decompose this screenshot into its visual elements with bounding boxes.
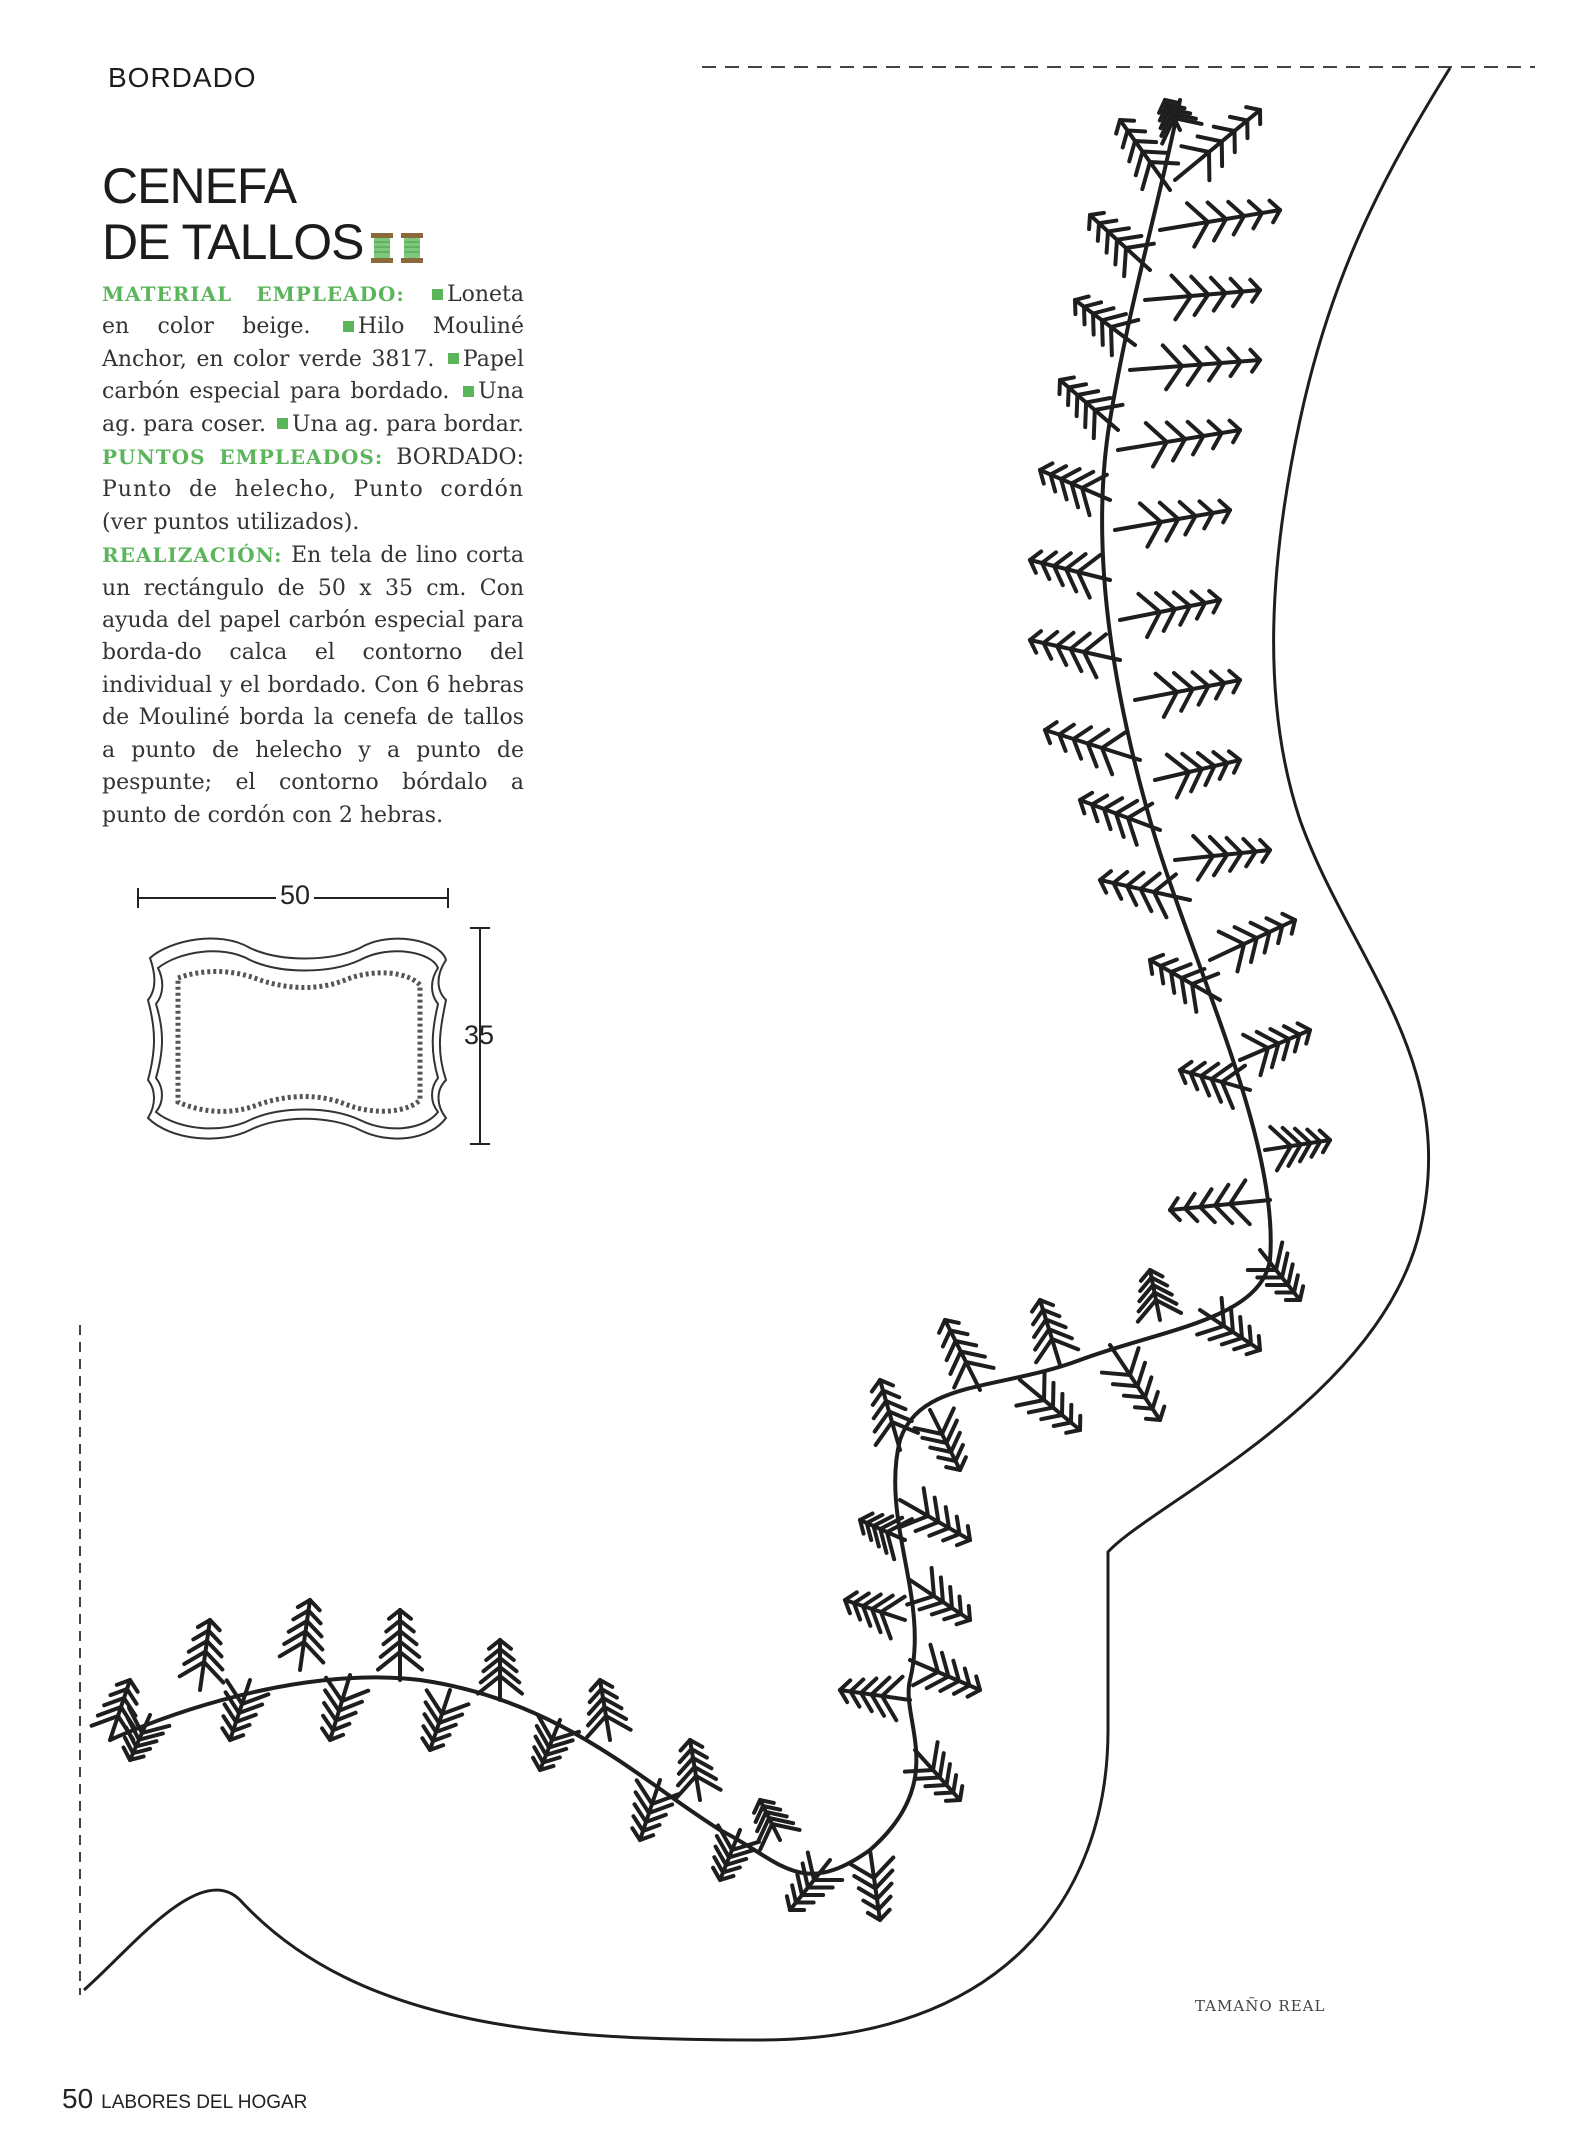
fern-barb xyxy=(1243,839,1255,852)
fern-barb xyxy=(1116,120,1120,134)
fern-barb xyxy=(1074,727,1092,739)
stitches-note: (ver puntos utilizados). xyxy=(102,509,360,535)
fern-barb xyxy=(1146,1419,1160,1420)
fern-barb xyxy=(1150,960,1152,974)
fern-barb xyxy=(591,1680,600,1690)
fern-barb xyxy=(1089,215,1090,229)
fern-barb xyxy=(1130,1348,1139,1375)
fern-barb xyxy=(944,1614,961,1619)
fern-barb xyxy=(1150,162,1178,164)
fern-barb xyxy=(939,1320,945,1333)
fern-barb xyxy=(1251,923,1270,932)
fern-barb xyxy=(1084,302,1101,306)
fern-barb xyxy=(1057,633,1073,646)
fern-barb xyxy=(1116,801,1137,814)
fern-barb xyxy=(1191,277,1208,295)
fern-barb xyxy=(957,1540,970,1545)
fern-barb xyxy=(879,1897,891,1910)
fern-barb xyxy=(1032,1300,1040,1312)
contour-outline xyxy=(84,68,1450,2040)
fern-barb xyxy=(954,1686,970,1694)
stitches-names: Punto de helecho, Punto cordón xyxy=(102,477,524,503)
fern-barb xyxy=(1270,1127,1291,1146)
fern-barb xyxy=(1111,327,1112,355)
fern-barb xyxy=(1320,1130,1330,1140)
fern-barb xyxy=(1090,213,1104,215)
magazine-name: LABORES DEL HOGAR xyxy=(101,2092,308,2113)
fern-barb xyxy=(1200,1207,1215,1222)
fern-barb xyxy=(1136,152,1143,176)
fern-barb xyxy=(1114,872,1128,883)
fern-barb xyxy=(1180,1062,1191,1070)
fern-barb xyxy=(1210,837,1227,855)
fern-barb xyxy=(851,1679,864,1691)
fern-barb xyxy=(1146,423,1167,442)
fern-barb xyxy=(1138,1363,1145,1386)
fern-barb xyxy=(1231,1307,1233,1332)
fern-barb xyxy=(1108,228,1129,231)
fern-barb xyxy=(1129,141,1135,161)
fern-barb xyxy=(1060,377,1074,380)
fern-barb xyxy=(946,1800,960,1801)
fern-barb xyxy=(1040,463,1052,470)
fern-barb xyxy=(1227,838,1242,853)
fern-barb xyxy=(1030,631,1041,640)
fern-barb xyxy=(953,1775,956,1792)
fern-barb xyxy=(1300,1286,1303,1300)
fern-barb xyxy=(1167,422,1185,439)
fern-barb xyxy=(940,1753,944,1777)
material-item: Hilo Mouliné Anchor, en color verde 3817. xyxy=(102,314,524,372)
fern-barb xyxy=(500,1676,522,1694)
fern-barb xyxy=(222,1728,230,1740)
fern-barb xyxy=(1288,1264,1293,1285)
fern-barb xyxy=(1120,120,1134,121)
fern-barb xyxy=(1016,1400,1044,1406)
fern-barb xyxy=(1219,932,1244,944)
fern-barb xyxy=(1044,632,1058,643)
fern-barb xyxy=(1094,410,1095,438)
fern-barb xyxy=(1195,295,1209,316)
fern-barb xyxy=(1249,1326,1251,1344)
fern-barb xyxy=(905,1770,933,1772)
fern-barb xyxy=(1102,1373,1130,1375)
fern-barb xyxy=(968,1690,980,1697)
fern-barb xyxy=(1042,552,1056,563)
fern-barb xyxy=(920,1602,943,1609)
fern-barb xyxy=(1045,722,1057,730)
fern-barb xyxy=(1117,236,1141,240)
fern-barb xyxy=(1270,1029,1289,1039)
fern-barb xyxy=(386,1621,400,1632)
fern-barb xyxy=(951,1433,960,1452)
placemat-diagram xyxy=(148,939,446,1139)
fern-barb xyxy=(1150,955,1163,960)
fern-barb xyxy=(808,1853,814,1880)
fern-barb xyxy=(1104,798,1122,809)
fern-barb xyxy=(1127,873,1143,886)
fern-barb xyxy=(713,1868,720,1880)
fern-barb xyxy=(1077,391,1098,395)
fern-barb xyxy=(1088,730,1108,744)
fern-barb xyxy=(943,1331,950,1347)
fern-barb xyxy=(1145,1377,1151,1397)
fern-barb xyxy=(915,1778,940,1779)
fern-barb xyxy=(1249,201,1262,213)
fern-barb xyxy=(950,1587,952,1608)
fern-barb xyxy=(1123,131,1128,148)
fern-barb xyxy=(1126,244,1154,248)
fern-barb xyxy=(1054,553,1071,566)
fern-barb xyxy=(1066,1430,1080,1433)
fern-barb xyxy=(1282,914,1295,920)
fern-barb xyxy=(1068,388,1069,406)
fern-barb xyxy=(1282,1253,1287,1277)
width-dimension-label: 50 xyxy=(276,880,314,911)
fern-barb xyxy=(1235,927,1257,938)
fern-barb xyxy=(873,1391,883,1405)
fern-barb xyxy=(1041,1415,1062,1419)
fern-barb xyxy=(840,1680,850,1690)
fern-barb xyxy=(210,1620,220,1630)
fern-barb xyxy=(960,1457,966,1470)
fern-barb xyxy=(1093,308,1113,313)
fern-barb xyxy=(1215,1206,1232,1224)
fern-barb xyxy=(1231,279,1243,292)
fern-barb xyxy=(1229,751,1240,760)
fern-barb xyxy=(1135,1407,1153,1409)
fern-barb xyxy=(1030,551,1041,560)
fern-barb xyxy=(1084,307,1085,325)
fern-barb xyxy=(1185,1209,1197,1222)
fern-barb xyxy=(1054,1423,1071,1427)
material-item: Una ag. para bordar. xyxy=(291,411,524,437)
fern-barb xyxy=(1294,1275,1298,1292)
fern-barb xyxy=(1214,127,1235,131)
fern-barb xyxy=(1100,871,1111,880)
fern-barb xyxy=(1298,1023,1310,1030)
fern-barb xyxy=(1086,398,1110,403)
fern-barb xyxy=(1166,366,1182,389)
fern-barb xyxy=(956,1445,963,1461)
fern-barb xyxy=(533,1758,540,1770)
fern-barb xyxy=(1200,501,1213,513)
fern-barb xyxy=(1161,960,1177,966)
fern-barb xyxy=(1115,240,1117,265)
fern-barb xyxy=(1207,348,1221,363)
fern-barb xyxy=(1260,840,1270,850)
material-label: MATERIAL EMPLEADO: xyxy=(102,282,405,306)
fern-barb xyxy=(1071,634,1090,649)
fern-barb xyxy=(1276,1243,1282,1270)
fern-barb xyxy=(1093,314,1094,335)
fern-barb xyxy=(1161,966,1164,983)
fern-barb xyxy=(1153,1392,1158,1409)
material-item: Papel carbón especial para bordado. xyxy=(102,346,524,405)
fern-barb xyxy=(932,1608,952,1614)
fern-barb xyxy=(718,1825,732,1850)
fern-barb xyxy=(1107,232,1108,253)
fern-barb xyxy=(880,1910,890,1920)
scale-note: TAMAÑO REAL xyxy=(1195,1997,1326,2015)
fern-barb xyxy=(1124,1396,1145,1398)
fern-barb xyxy=(787,1896,790,1910)
fern-barb xyxy=(1113,1384,1138,1386)
stitches-label: PUNTOS EMPLEADOS: xyxy=(102,445,384,470)
fern-barb xyxy=(1211,672,1224,683)
fern-barb xyxy=(1124,248,1126,276)
fern-barb xyxy=(1102,320,1103,345)
fern-barb xyxy=(632,1828,640,1840)
fern-barb xyxy=(1246,107,1260,110)
fern-barb xyxy=(916,1522,939,1531)
fern-barb xyxy=(1033,1310,1043,1325)
height-dimension-label: 35 xyxy=(464,1020,495,1050)
fern-barb xyxy=(1077,395,1078,416)
fern-barb xyxy=(943,1534,959,1540)
fern-barb xyxy=(1228,349,1240,362)
fern-barb xyxy=(969,1606,970,1620)
fern-barb xyxy=(1192,592,1205,603)
fern-barb xyxy=(1174,592,1190,606)
fern-barb xyxy=(1192,672,1208,686)
fern-barb xyxy=(1211,278,1226,293)
fern-barb xyxy=(1029,1408,1053,1413)
title-line-2-text: DE TALLOS xyxy=(102,214,364,270)
fern-barb xyxy=(1222,1338,1242,1344)
fern-barb xyxy=(959,1596,961,1614)
fern-barb xyxy=(1209,421,1222,433)
fern-barb xyxy=(1051,466,1067,474)
fern-barb xyxy=(947,1764,950,1785)
fern-barb xyxy=(1191,1063,1205,1073)
fern-barb xyxy=(1095,405,1123,410)
fern-barb xyxy=(400,1621,414,1632)
fern-barb xyxy=(1156,674,1177,692)
fern-barb xyxy=(1069,384,1086,387)
fern-barb xyxy=(478,1676,500,1694)
fern-barb xyxy=(1219,501,1230,510)
fern-barb xyxy=(1230,1180,1245,1204)
fern-barb xyxy=(932,1568,934,1596)
fern-barb xyxy=(950,1352,960,1374)
fern-barb xyxy=(1156,593,1175,609)
section-label: BORDADO xyxy=(108,62,257,93)
fern-barb xyxy=(1098,223,1099,241)
material-item: Loneta en color beige. xyxy=(102,282,525,340)
fern-barb xyxy=(1228,202,1244,216)
fern-barb xyxy=(797,1874,802,1895)
fern-barb xyxy=(1102,314,1126,320)
fern-barb xyxy=(941,1577,943,1602)
fern-barb xyxy=(1171,964,1191,972)
fern-barb xyxy=(1080,793,1092,800)
fern-barb xyxy=(1198,856,1213,880)
fern-barb xyxy=(681,1740,690,1750)
fern-barb xyxy=(1172,276,1191,296)
fern-barb xyxy=(587,1716,606,1737)
fern-barb xyxy=(872,1380,880,1391)
fern-barb xyxy=(322,1728,330,1740)
fern-barb xyxy=(1270,201,1280,210)
fern-barb xyxy=(792,1885,796,1902)
fern-barb xyxy=(1259,1336,1260,1350)
fern-barb xyxy=(940,1681,959,1691)
page-number: 50 xyxy=(62,2083,94,2114)
fern-barb xyxy=(130,1680,138,1692)
fern-barb xyxy=(957,1620,970,1624)
fern-barb xyxy=(1234,1344,1251,1349)
material-item: Una ag. para coser. xyxy=(102,379,524,437)
fern-barb xyxy=(1230,421,1240,430)
fern-barb xyxy=(1044,1372,1045,1400)
fern-barb xyxy=(1222,1298,1224,1326)
fern-barb xyxy=(1102,732,1125,748)
fern-barb xyxy=(960,1786,962,1800)
fern-barb xyxy=(309,1611,321,1624)
fern-barb xyxy=(947,1341,956,1360)
fern-barb xyxy=(1266,918,1282,926)
fern-barb xyxy=(1092,795,1107,804)
fern-barb xyxy=(1198,753,1215,766)
fern-barb xyxy=(1208,203,1226,219)
title-line-1: CENEFA xyxy=(102,158,297,214)
fern-barb xyxy=(1140,503,1161,522)
fern-barb xyxy=(1229,671,1240,680)
fern-barb xyxy=(1163,345,1182,366)
fern-barb xyxy=(1175,296,1191,319)
fern-barb xyxy=(1185,346,1202,364)
fern-barb xyxy=(1138,594,1160,612)
fern-barb xyxy=(1213,752,1227,763)
fern-barb xyxy=(803,1863,808,1887)
fern-barb xyxy=(209,1631,221,1644)
fern-vine xyxy=(92,100,1330,1920)
fern-barb xyxy=(1209,591,1220,600)
fern-barb xyxy=(1160,1407,1164,1420)
fern-barb xyxy=(1188,422,1204,436)
fern-barb xyxy=(323,1716,333,1731)
fern-barb xyxy=(1142,162,1150,189)
fern-barb xyxy=(1160,503,1178,519)
fern-barb xyxy=(1180,502,1196,516)
stitches-intro: BORDADO: xyxy=(396,445,525,471)
page-footer xyxy=(62,2083,307,2115)
fern-barb xyxy=(1059,380,1060,394)
fern-barb xyxy=(933,1742,938,1770)
fern-barb xyxy=(957,1517,960,1534)
fern-barb xyxy=(925,1785,946,1786)
fern-barb xyxy=(1061,469,1080,479)
fern-barb xyxy=(1085,403,1086,428)
fern-barb xyxy=(1141,874,1160,889)
fern-barb xyxy=(1143,152,1168,153)
fern-barb xyxy=(310,1600,320,1610)
fern-barb xyxy=(936,1793,954,1794)
fern-barb xyxy=(1188,365,1202,385)
fern-barb xyxy=(929,1528,949,1536)
fern-barb xyxy=(845,1592,857,1600)
fern-barb xyxy=(1197,1326,1224,1335)
fern-barb xyxy=(1284,1026,1300,1034)
fern-barb xyxy=(1059,725,1074,735)
fern-barb xyxy=(1187,203,1208,222)
fern-barb xyxy=(1247,1350,1260,1354)
fern-barb xyxy=(1210,1332,1233,1339)
fern-barb xyxy=(1128,131,1146,132)
realization-label: REALIZACIÓN: xyxy=(102,543,283,568)
fern-barb xyxy=(1230,117,1247,121)
fern-barb xyxy=(1240,1317,1242,1338)
fern-barb xyxy=(1099,221,1116,224)
fern-barb xyxy=(1198,136,1222,141)
fern-barb xyxy=(1075,296,1089,300)
fern-barb xyxy=(1135,141,1156,142)
fern-barb xyxy=(1181,146,1209,152)
fern-barb xyxy=(1174,673,1193,689)
fern-barb xyxy=(422,1738,430,1750)
fern-barb xyxy=(1111,320,1138,327)
realization-text: En tela de lino corta un rectángulo de 50 x 35 cm. Con ayuda del papel carbón especial para borda-do calca el contorno del individual y el bordado. Con 6 hebras de Mouliné borda la cenefa de tallos a punto de helecho y a punto de pespunte; el contorno bórdalo a punto de cordón con 2 hebras. xyxy=(102,543,524,828)
fern-barb xyxy=(968,1526,970,1540)
